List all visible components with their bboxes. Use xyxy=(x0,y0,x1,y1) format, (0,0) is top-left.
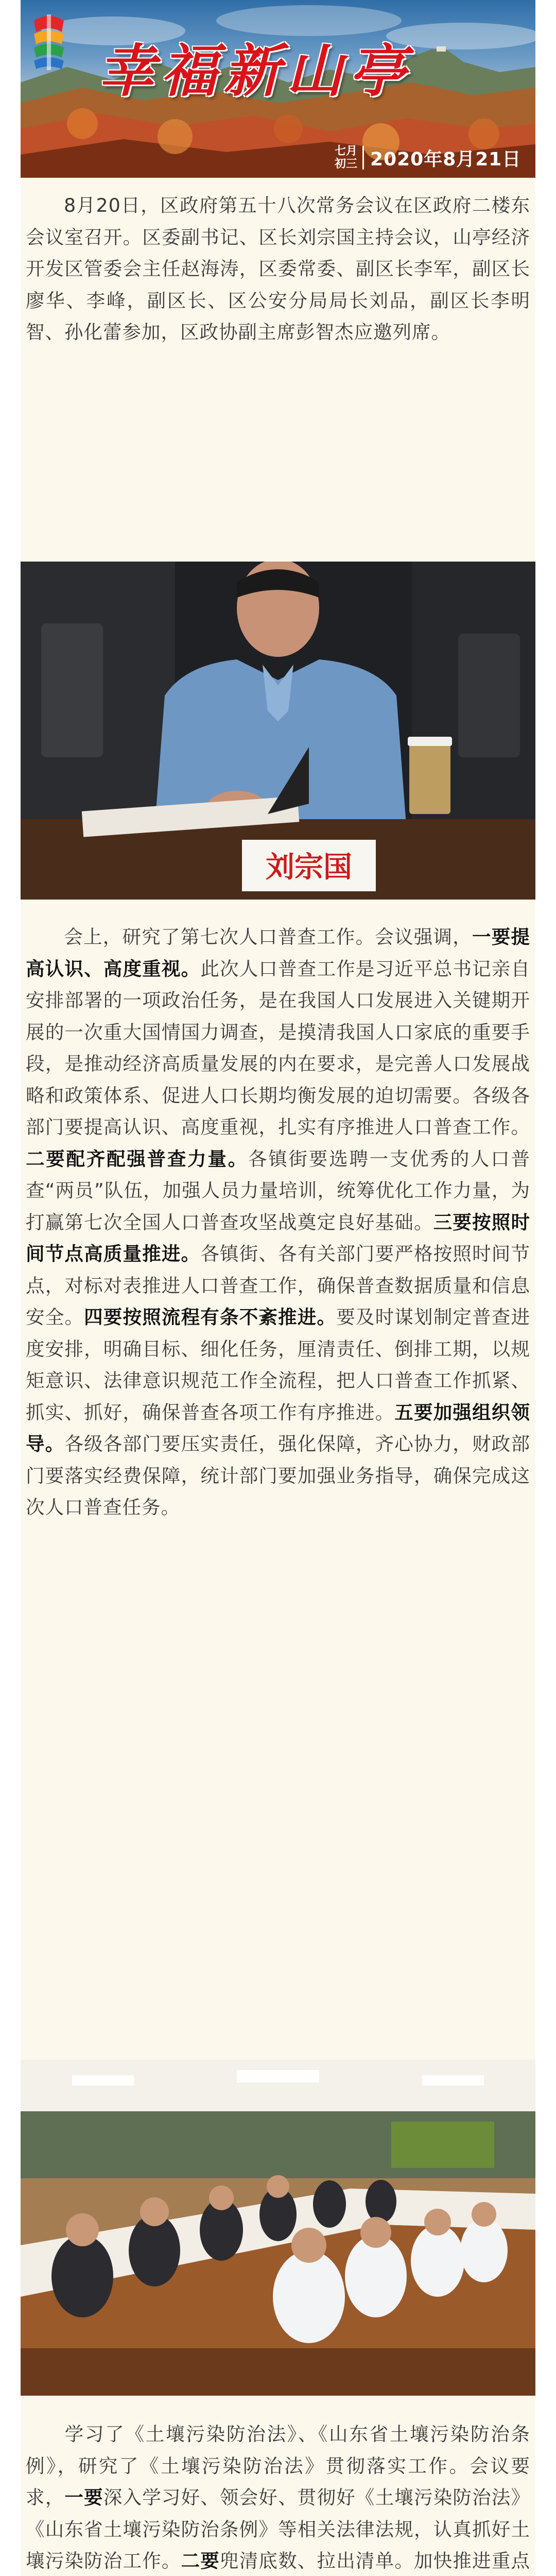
newspaper-title: 幸福新山亭 xyxy=(98,38,412,104)
photo-meeting-room xyxy=(21,2060,535,2396)
date-divider xyxy=(362,146,364,170)
lunar-date xyxy=(329,145,362,171)
census-point-1: 一要提高认识、高度重视。 xyxy=(26,926,530,980)
soil-point-1-text: 深入学习好、领会好、贯彻好《土壤污染防治法》《山东省土壤污染防治条例》等相关法律法规，认真抓好土壤污染防治工作。 xyxy=(26,2486,531,2572)
census-point-1-text: 此次人口普查工作是习近平总书记亲自安排部署的一项政治任务，是在我国人口发展进入关键期开展的一次重大国情国力调查，是摸清我国人口家底的重要手段，是推动经济高质量发展的内在要求，是完善人口发展战略和政策体系、促进人口长期均衡发展的迫切需要。各级各部门要提高认识、高度重视，扎实有序推进人口普查工作。 xyxy=(26,957,531,1138)
census-point-5-text: 各级各部门要压实责任，强化保障，齐心协力，财政部门要落实经费保障，统计部门要加强业务指导，确保完成这次人口普查任务。 xyxy=(26,1433,531,1518)
issue-date xyxy=(329,143,521,172)
shanting-logo-icon xyxy=(30,11,68,72)
article-page xyxy=(21,0,535,2576)
paragraph-soil-pollution xyxy=(26,2418,530,2576)
census-point-2: 二要配齐配强普查力量。 xyxy=(26,1147,248,1170)
soil-point-2: 二要 xyxy=(181,2550,220,2572)
census-point-5: 五要加强组织领导。 xyxy=(26,1401,531,1455)
header-banner xyxy=(21,0,535,178)
census-point-3: 三要按照时间节点高质量推进。 xyxy=(26,1211,531,1265)
soil-point-1: 一要 xyxy=(64,2486,103,2509)
photo-district-head-speaking xyxy=(21,562,535,900)
gregorian-date: 2020年8月21日 xyxy=(370,148,522,170)
census-point-4: 四要按照流程有条不紊推进。 xyxy=(84,1306,337,1328)
paragraph-census-work xyxy=(26,921,530,1523)
census-intro-text: 会上，研究了第七次人口普查工作。会议强调， xyxy=(64,926,472,948)
paragraph-meeting-intro xyxy=(26,190,530,348)
census-point-3-text: 各镇街、各有关部门要严格按照时间节点，对标对表推进人口普查工作，确保普查数据质量和信息安全。 xyxy=(26,1243,531,1328)
lunar-day: 初三 xyxy=(335,158,358,171)
soil-point-2-text: 兜清底数、拉出清单。加快推进重点 xyxy=(220,2550,531,2572)
lunar-month: 七月 xyxy=(335,145,358,158)
soil-intro-text: 学习了《土壤污染防治法》、《山东省土壤污染防治条例》，研究了《土壤污染防治法》贯彻落实工作。会议要求， xyxy=(26,2423,530,2509)
paragraph-text: 8月20日，区政府第五十八次常务会议在区政府二楼东会议室召开。区委副书记、区长刘宗国主持会议，山亭经济开发区管委会主任赵海涛，区委常委、副区长李军，副区长廖华、李峰，副区长、区公安分局局长刘品，副区长李明智、孙化蕾参加，区政协副主席彭智杰应邀列席。 xyxy=(26,194,530,343)
census-point-4-text: 要及时谋划制定普查进度安排，明确目标、细化任务，厘清责任、倒排工期，以规矩意识、法律意识规范工作全流程，把人口普查工作抓紧、抓实、抓好，确保普查各项工作有序推进。 xyxy=(26,1306,531,1423)
nameplate-text: 刘宗国 xyxy=(266,850,352,884)
census-point-2-text: 各镇街要选聘一支优秀的人口普查“两员”队伍，加强人员力量培训，统筹优化工作力量，为打赢第七次全国人口普查攻坚战奠定良好基础。 xyxy=(26,1147,531,1233)
